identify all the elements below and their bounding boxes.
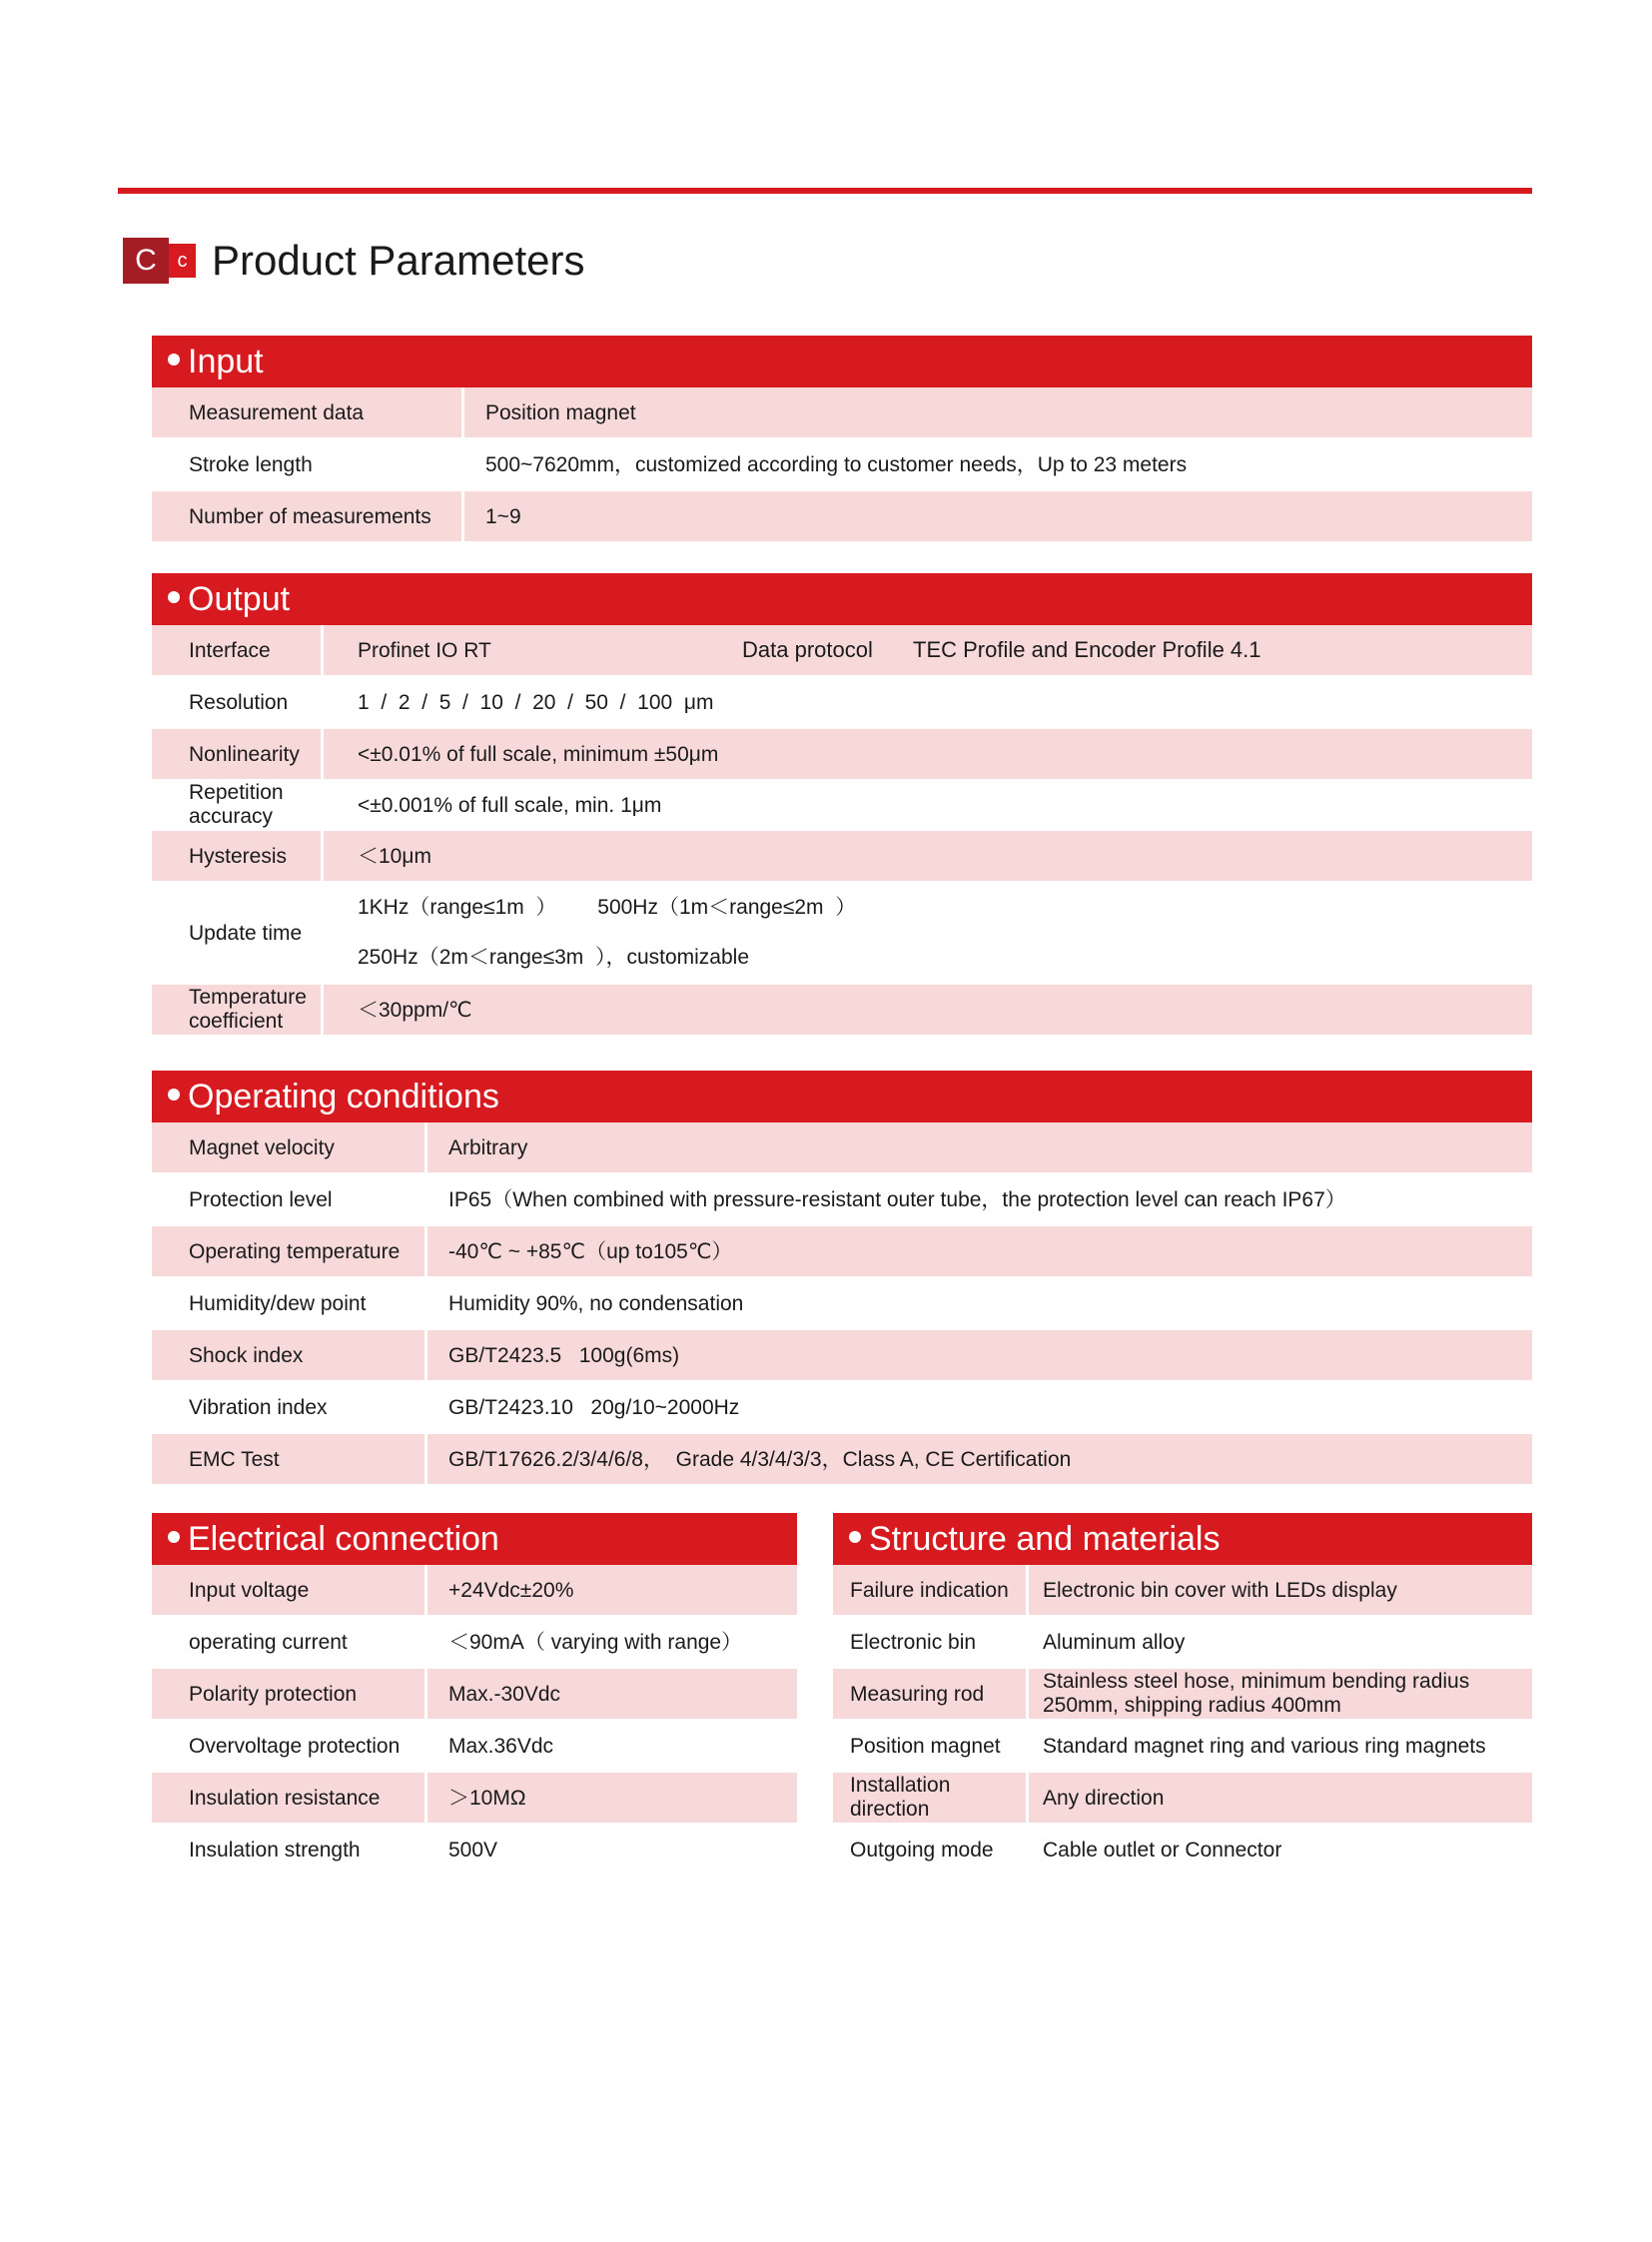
param-value: Electronic bin cover with LEDs display bbox=[1043, 1578, 1397, 1602]
logo-letter-small: c bbox=[169, 244, 196, 278]
param-value: +24Vdc±20% bbox=[448, 1578, 574, 1602]
section-header: Structure and materials bbox=[833, 1513, 1532, 1565]
param-row bbox=[152, 1825, 797, 1876]
param-value: ＜30ppm/℃ bbox=[358, 998, 472, 1022]
param-value: 1 / 2 / 5 / 10 / 20 / 50 / 100 μm bbox=[358, 690, 714, 714]
param-label: Nonlinearity bbox=[152, 729, 324, 779]
param-label: Polarity protection bbox=[152, 1669, 427, 1719]
param-row bbox=[833, 1773, 1532, 1825]
param-value: Max.36Vdc bbox=[448, 1734, 554, 1758]
param-label: Electronic bin bbox=[850, 1630, 977, 1654]
param-row bbox=[152, 1174, 1532, 1226]
section-header: Operating conditions bbox=[152, 1071, 1532, 1122]
param-value: GB/T2423.10 20g/10~2000Hz bbox=[448, 1395, 740, 1419]
param-label: Measuring rod bbox=[833, 1669, 1029, 1719]
param-row bbox=[152, 1721, 797, 1773]
param-label: Position magnet bbox=[850, 1734, 1001, 1758]
section-electrical-connection bbox=[152, 1513, 797, 1876]
param-value: -40℃ ~ +85℃（up to105℃） bbox=[448, 1239, 733, 1263]
param-label: Stroke length bbox=[189, 452, 313, 476]
param-row bbox=[152, 1434, 1532, 1486]
param-label: operating current bbox=[189, 1630, 348, 1654]
param-row bbox=[152, 781, 1532, 831]
param-row bbox=[152, 491, 1532, 543]
param-label: Installation direction bbox=[833, 1773, 1029, 1823]
param-row bbox=[152, 729, 1532, 781]
param-row bbox=[833, 1565, 1532, 1617]
param-value: Cable outlet or Connector bbox=[1043, 1838, 1282, 1862]
bullet-icon bbox=[849, 1531, 861, 1543]
param-row bbox=[152, 831, 1532, 883]
param-row bbox=[152, 1122, 1532, 1174]
param-row bbox=[152, 677, 1532, 729]
param-row bbox=[152, 1773, 797, 1825]
param-row bbox=[152, 1278, 1532, 1330]
data-protocol-value: TEC Profile and Encoder Profile 4.1 bbox=[913, 637, 1261, 662]
param-value: 500V bbox=[448, 1838, 498, 1862]
param-value: Humidity 90%, no condensation bbox=[448, 1291, 744, 1315]
bullet-icon bbox=[168, 1531, 180, 1543]
logo-letter-large: C bbox=[123, 238, 169, 284]
param-label: Protection level bbox=[189, 1187, 333, 1211]
param-value: 1KHz（range≤1m ） 500Hz（1m＜range≤2m ） 250Hz（2m＜range≤3m ），customizable bbox=[358, 896, 857, 969]
param-value: Profinet IO RT bbox=[358, 638, 491, 662]
param-row bbox=[152, 1226, 1532, 1278]
page-title: Product Parameters bbox=[212, 237, 585, 284]
param-value: Stainless steel hose, minimum bending radius 250mm, shipping radius 400mm bbox=[1043, 1670, 1470, 1717]
param-label: Shock index bbox=[152, 1330, 427, 1380]
param-value: GB/T2423.5 100g(6ms) bbox=[448, 1343, 680, 1367]
param-value: Arbitrary bbox=[448, 1135, 528, 1159]
param-row-interface bbox=[152, 625, 1532, 677]
param-value: <±0.001% of full scale, min. 1μm bbox=[358, 793, 662, 817]
param-row bbox=[152, 1669, 797, 1721]
section-header: Electrical connection bbox=[152, 1513, 797, 1565]
param-label: Overvoltage protection bbox=[189, 1734, 401, 1758]
param-row bbox=[833, 1617, 1532, 1669]
param-value: <±0.01% of full scale, minimum ±50μm bbox=[358, 742, 719, 766]
param-row bbox=[152, 1617, 797, 1669]
param-label: Measurement data bbox=[152, 387, 464, 437]
param-label: Insulation resistance bbox=[152, 1773, 427, 1823]
section-output bbox=[152, 573, 1532, 1037]
param-value: GB/T17626.2/3/4/6/8， Grade 4/3/4/3/3，Class A, CE Certification bbox=[448, 1447, 1072, 1471]
top-divider bbox=[118, 188, 1532, 194]
param-row bbox=[152, 1330, 1532, 1382]
param-label: Update time bbox=[189, 921, 303, 945]
param-value: ＜90mA（ varying with range） bbox=[448, 1630, 743, 1654]
param-label: Interface bbox=[152, 625, 324, 675]
param-label: Repetition accuracy bbox=[189, 781, 284, 828]
param-value: Position magnet bbox=[485, 400, 636, 424]
param-label: Failure indication bbox=[833, 1565, 1029, 1615]
param-label: Insulation strength bbox=[189, 1838, 361, 1862]
param-value: Any direction bbox=[1043, 1786, 1165, 1810]
param-value: Max.-30Vdc bbox=[448, 1682, 561, 1706]
param-label: EMC Test bbox=[152, 1434, 427, 1484]
section-header: Input bbox=[152, 336, 1532, 387]
param-value: ＞10MΩ bbox=[448, 1786, 526, 1810]
param-row bbox=[152, 1565, 797, 1617]
param-label: Humidity/dew point bbox=[189, 1291, 367, 1315]
data-protocol-label: Data protocol bbox=[742, 637, 873, 662]
param-value: Aluminum alloy bbox=[1043, 1630, 1186, 1654]
section-header: Output bbox=[152, 573, 1532, 625]
param-row bbox=[833, 1721, 1532, 1773]
company-logo bbox=[123, 238, 196, 284]
param-row bbox=[152, 439, 1532, 491]
param-value: Standard magnet ring and various ring magnets bbox=[1043, 1734, 1486, 1758]
section-structure-materials bbox=[833, 1513, 1532, 1876]
bullet-icon bbox=[168, 591, 180, 603]
param-label: Magnet velocity bbox=[152, 1122, 427, 1172]
param-row bbox=[833, 1669, 1532, 1721]
param-row bbox=[152, 883, 1532, 985]
param-label: Temperature coefficient bbox=[152, 985, 324, 1035]
param-label: Outgoing mode bbox=[850, 1838, 994, 1862]
param-value: IP65（When combined with pressure-resistant outer tube，the protection level can reach IP67） bbox=[448, 1187, 1346, 1211]
param-row bbox=[833, 1825, 1532, 1876]
param-label: Resolution bbox=[189, 690, 289, 714]
param-label: Number of measurements bbox=[152, 491, 464, 541]
param-value: ＜10μm bbox=[358, 844, 431, 868]
bullet-icon bbox=[168, 354, 180, 366]
section-operating-conditions bbox=[152, 1071, 1532, 1486]
bullet-icon bbox=[168, 1089, 180, 1101]
param-row bbox=[152, 1382, 1532, 1434]
section-input bbox=[152, 336, 1532, 543]
param-row bbox=[152, 387, 1532, 439]
param-label: Input voltage bbox=[152, 1565, 427, 1615]
param-label: Hysteresis bbox=[152, 831, 324, 881]
param-row bbox=[152, 985, 1532, 1037]
param-label: Vibration index bbox=[189, 1395, 328, 1419]
param-value: 500~7620mm，customized according to customer needs，Up to 23 meters bbox=[485, 452, 1188, 476]
param-label: Operating temperature bbox=[152, 1226, 427, 1276]
param-value: 1~9 bbox=[485, 504, 521, 528]
